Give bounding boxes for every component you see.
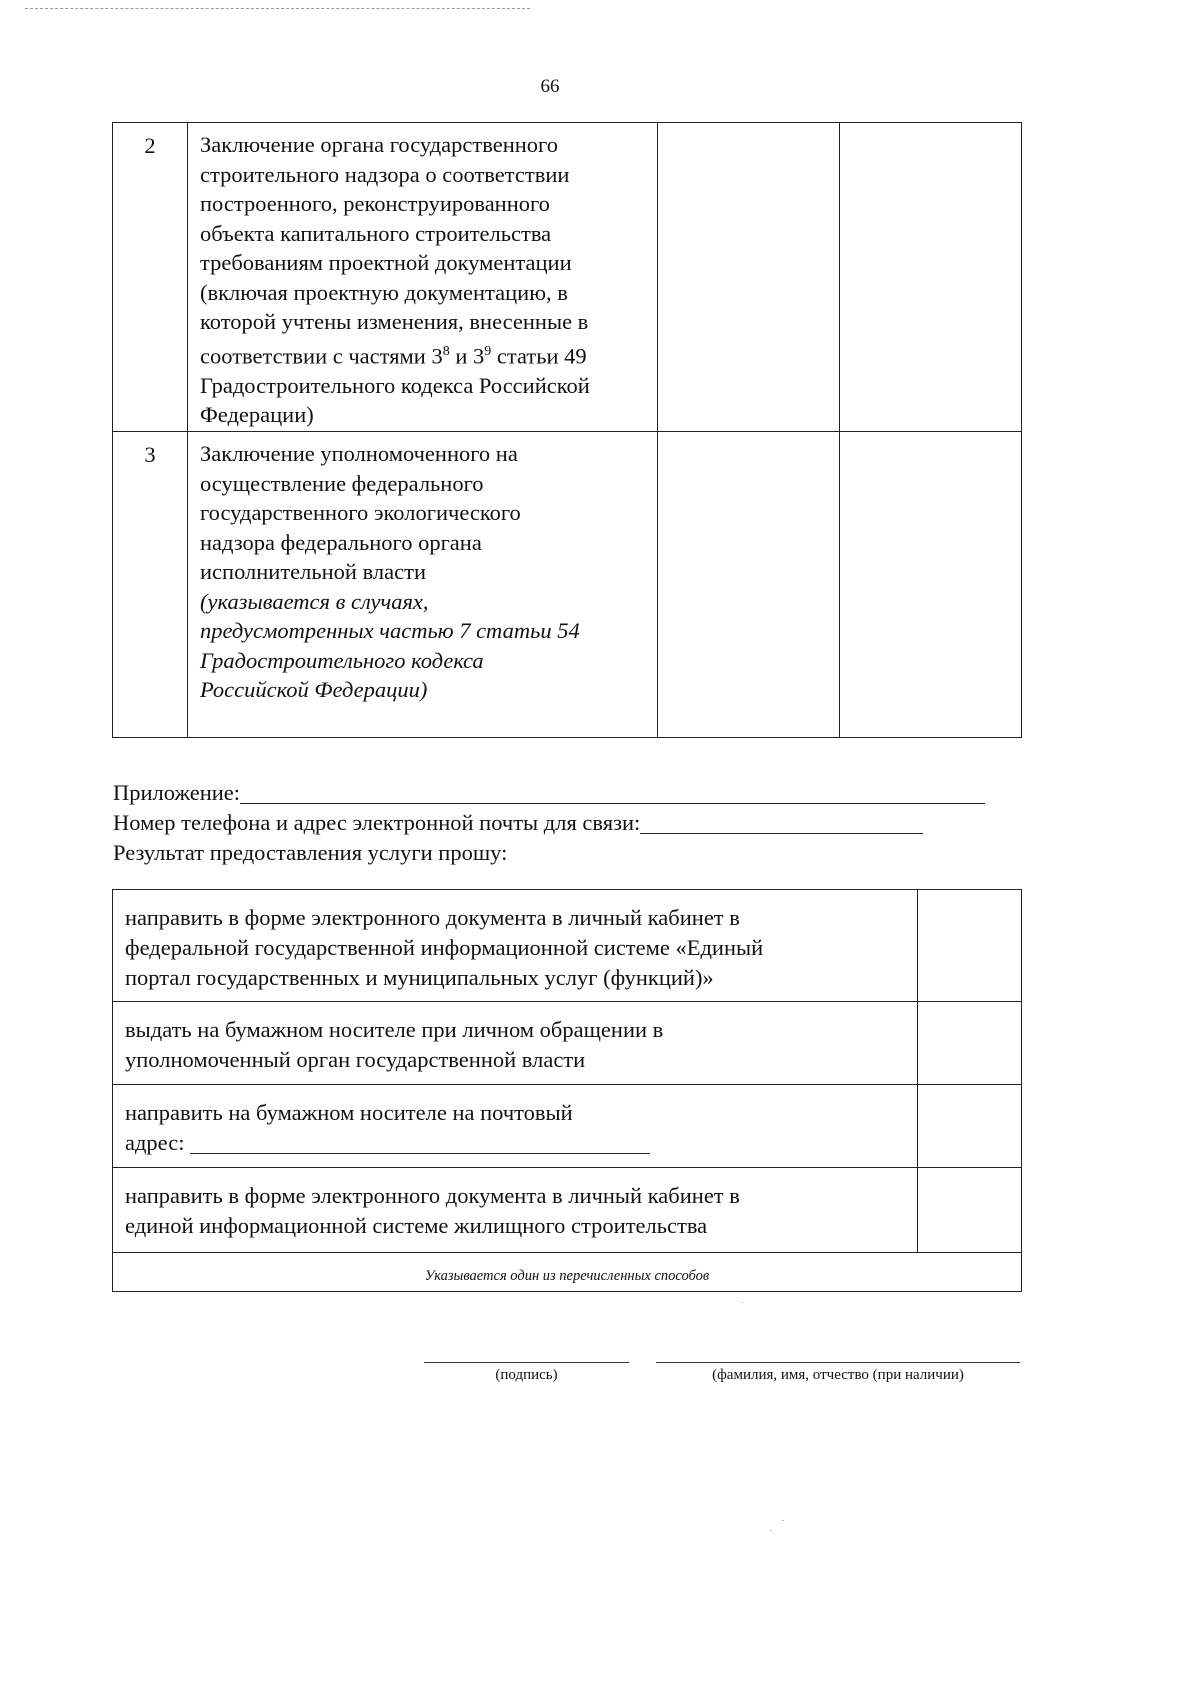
text-line: Заключение органа государственного — [200, 132, 558, 157]
text-line: исполнительной власти — [200, 559, 426, 584]
table-row — [113, 432, 1022, 738]
attachment-field[interactable] — [240, 781, 985, 804]
document-name-cell — [188, 432, 658, 738]
contact-label: Номер телефона и адрес электронной почты для связи: — [113, 810, 641, 835]
text-line: соответствии с частями $3^8$ и $3^9$ статьи 49 — [200, 343, 587, 368]
table-row — [113, 1168, 1022, 1253]
option-check-cell[interactable] — [918, 1085, 1022, 1168]
text-line: Заключение уполномоченного на — [200, 441, 518, 466]
address-label: адрес: — [125, 1130, 185, 1155]
empty-cell — [658, 432, 840, 738]
text-line: требованиям проектной документации — [200, 250, 572, 275]
text-line: выдать на бумажном носителе при личном обращении в — [125, 1017, 664, 1042]
table-row — [113, 890, 1022, 1002]
result-label: Результат предоставления услуги прошу: — [113, 840, 508, 865]
signature-caption: (подпись) — [495, 1367, 558, 1383]
text-line: портал государственных и муниципальных услуг (функций)» — [125, 965, 714, 990]
documents-table — [112, 122, 1022, 738]
scan-dashed-edge — [25, 8, 530, 9]
table-row — [113, 1085, 1022, 1168]
note-line: Градостроительного кодекса — [200, 647, 484, 673]
option-check-cell[interactable] — [918, 890, 1022, 1002]
text-line: направить в форме электронного документа в личный кабинет в — [125, 905, 740, 930]
note-line: предусмотренных частью 7 статьи 54 — [200, 618, 580, 643]
note-line: Российской Федерации) — [200, 677, 428, 702]
empty-cell — [840, 123, 1022, 432]
text-line: направить в форме электронного документа в личный кабинет в — [125, 1183, 740, 1208]
text-line: которой учтены изменения, внесенные в — [200, 309, 589, 334]
note-line: (указывается в случаях, — [200, 588, 429, 614]
table-row — [113, 1253, 1022, 1292]
result-line — [113, 838, 1013, 868]
text-line: Федерации) — [200, 402, 314, 427]
text-line: направить на бумажном носителе на почтовый — [125, 1100, 573, 1125]
text-line — [125, 1128, 909, 1158]
text-line: построенного, реконструированного — [200, 191, 550, 216]
page-number: 66 — [540, 76, 560, 97]
text-line: строительного надзора о соответствии — [200, 161, 570, 187]
row-number: 3 — [113, 432, 188, 738]
option-text — [113, 1085, 918, 1168]
scan-speck — [741, 1302, 743, 1303]
text-line: надзора федерального органа — [200, 529, 482, 555]
text-line: осуществление федерального — [200, 470, 484, 496]
superscript: 8 — [442, 343, 450, 359]
superscript: 9 — [484, 343, 492, 359]
contact-line — [113, 808, 1013, 838]
full-name-caption: (фамилия, имя, отчество (при наличии) — [712, 1367, 964, 1383]
text-line: государственного экологического — [200, 500, 521, 525]
text-line: уполномоченный орган государственной власти — [125, 1047, 586, 1072]
document-name-cell — [188, 123, 658, 432]
attachment-line — [113, 778, 1013, 808]
text-line: Градостроительного кодекса Российской — [200, 372, 590, 398]
scan-speck — [770, 1530, 772, 1531]
option-text — [113, 1002, 918, 1085]
text-line: единой информационной системе жилищного строительства — [125, 1213, 708, 1238]
option-check-cell[interactable] — [918, 1168, 1022, 1253]
empty-cell — [840, 432, 1022, 738]
footnote: Указывается один из перечисленных способов — [113, 1253, 1022, 1292]
empty-cell — [658, 123, 840, 432]
text-line: (включая проектную документацию, в — [200, 279, 568, 305]
option-check-cell[interactable] — [918, 1002, 1022, 1085]
attachment-label: Приложение: — [113, 780, 241, 805]
option-text — [113, 1168, 918, 1253]
option-text — [113, 890, 918, 1002]
address-field[interactable] — [190, 1131, 650, 1154]
table-row — [113, 1002, 1022, 1085]
text-line: федеральной государственной информационной системе «Единый — [125, 935, 764, 960]
contact-field[interactable] — [640, 811, 923, 834]
text-line: объекта капитального строительства — [200, 220, 552, 246]
table-row — [113, 123, 1022, 432]
full-name-line[interactable] — [656, 1362, 1020, 1363]
signature-line[interactable] — [424, 1362, 629, 1363]
row-number: 2 — [113, 123, 188, 432]
scan-speck — [782, 1520, 784, 1521]
result-options-table — [112, 889, 1022, 1292]
form-fields — [113, 778, 1013, 868]
